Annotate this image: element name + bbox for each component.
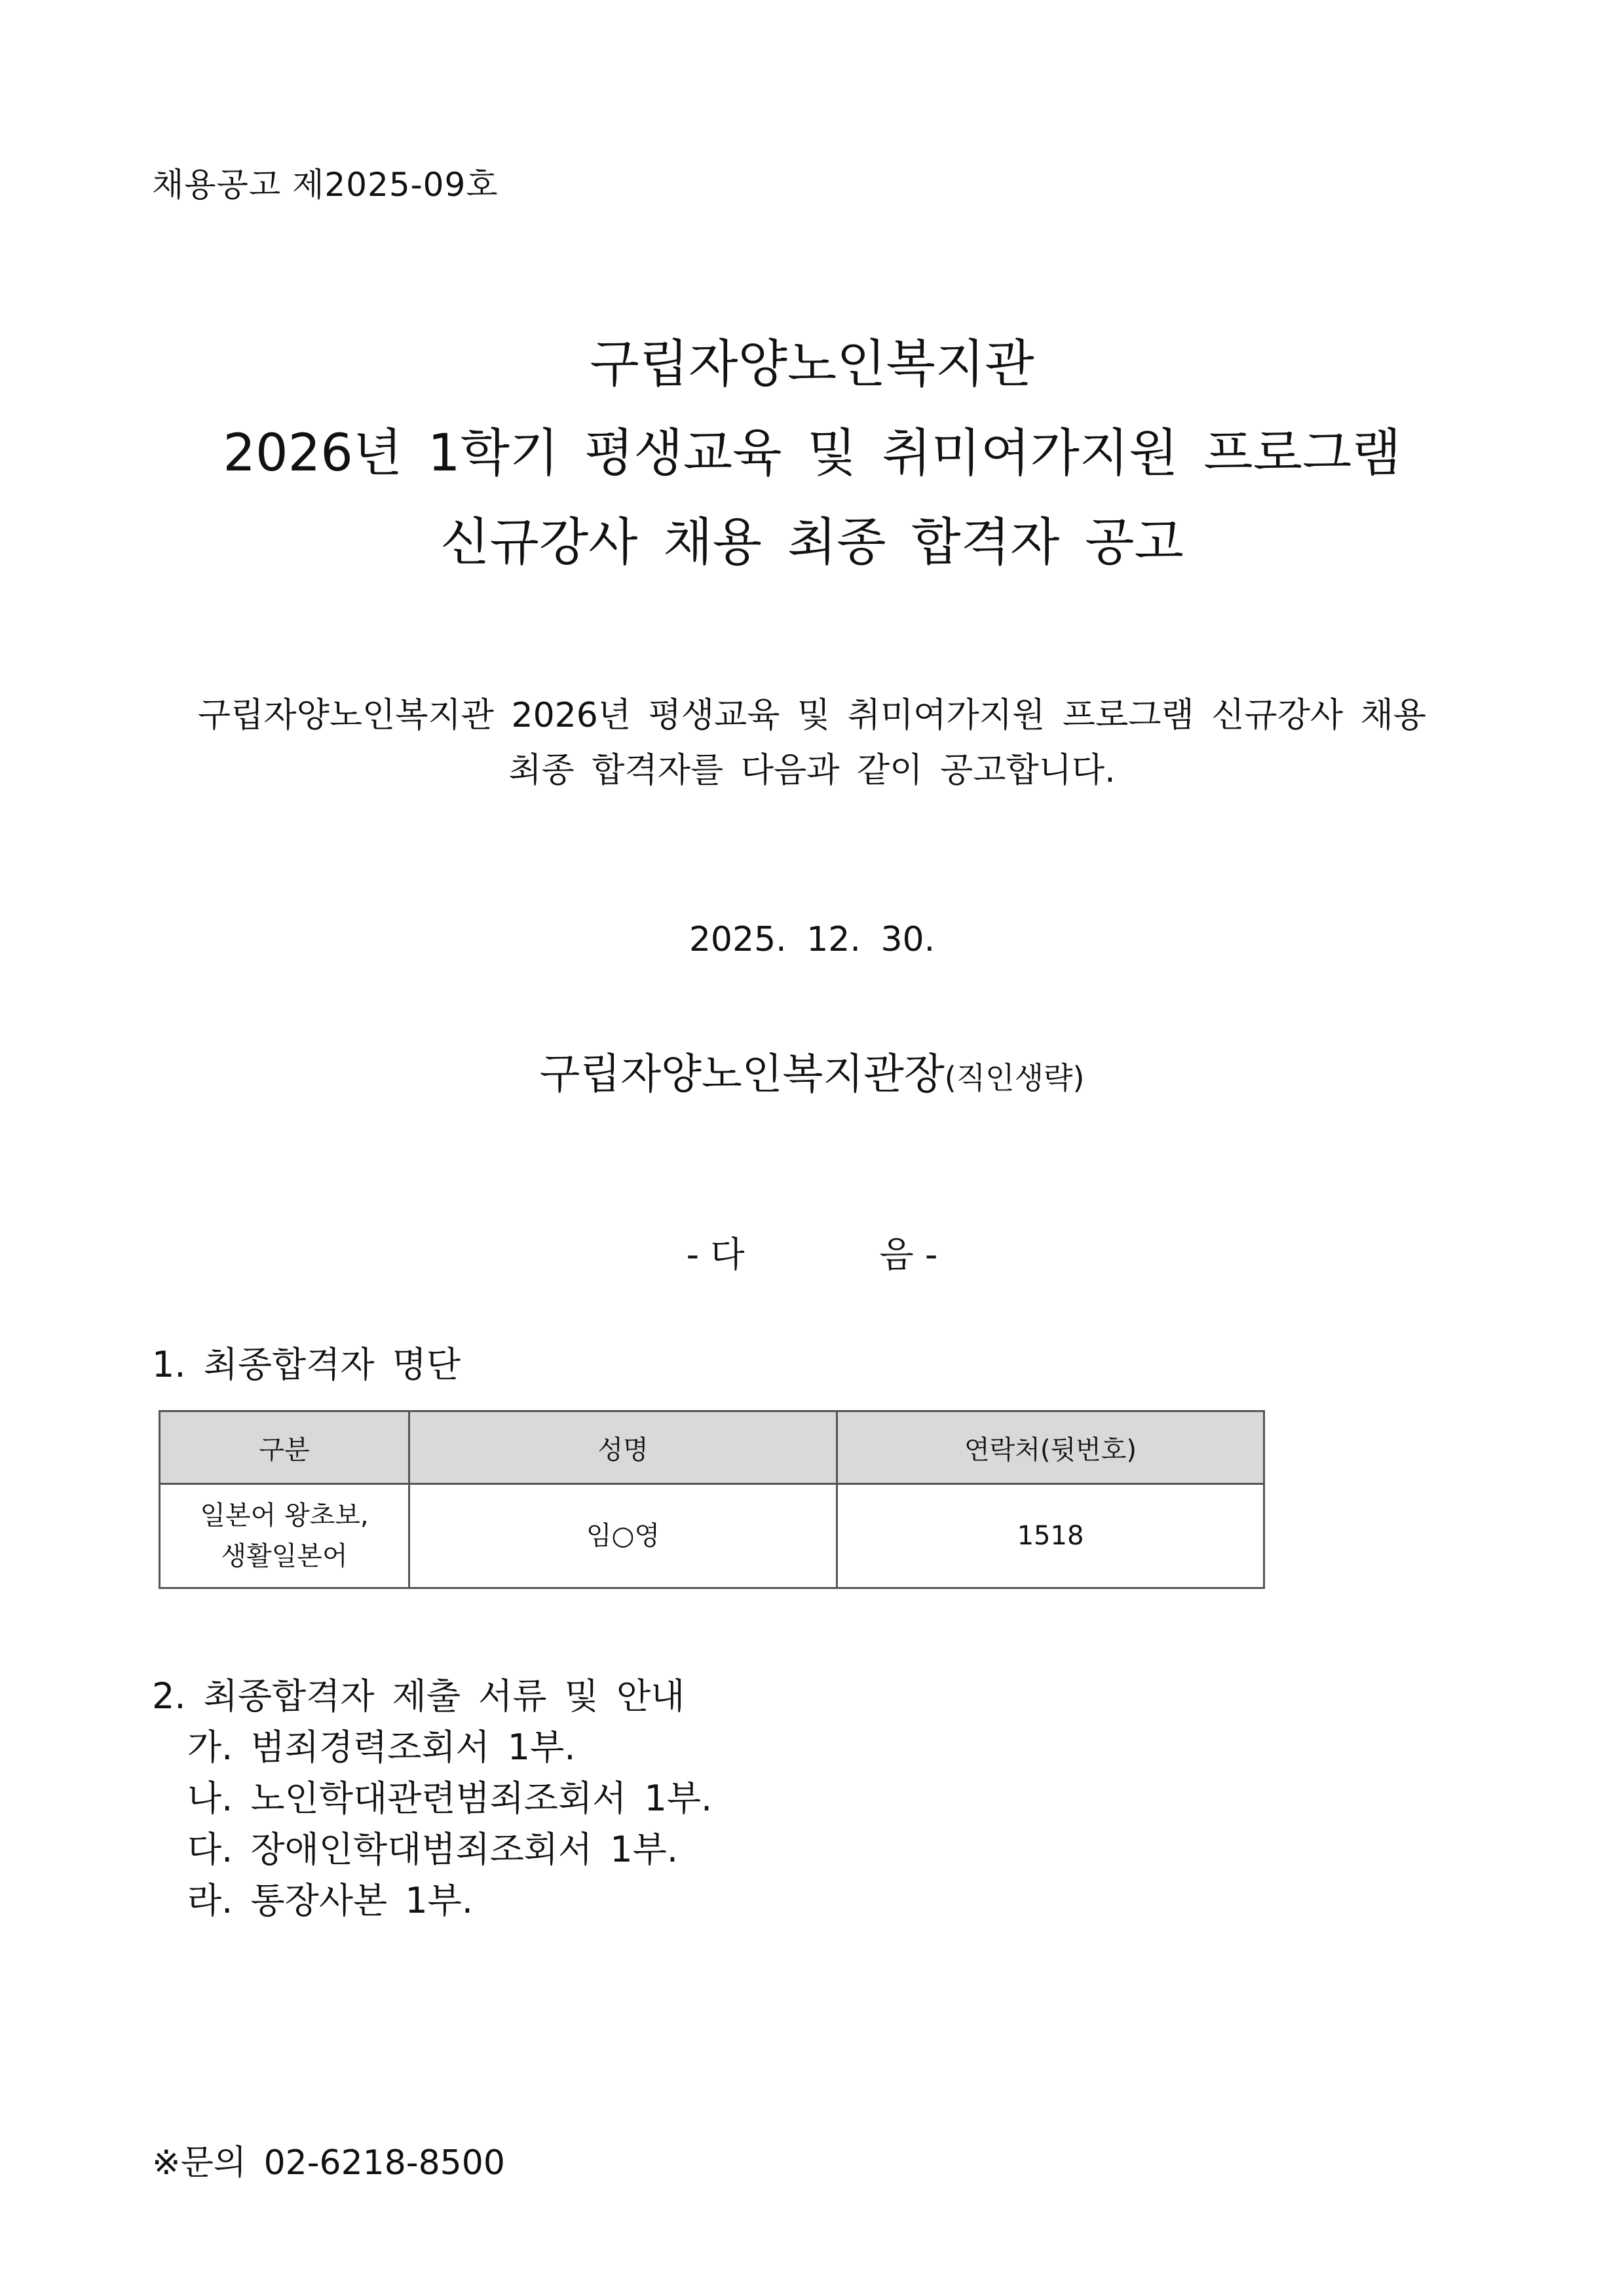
intro-line-2: 최종 합격자를 다음과 같이 공고합니다. <box>508 751 1116 790</box>
following-heading <box>0 1227 1624 1277</box>
signer <box>0 1041 1624 1101</box>
cell-contact: 1518 <box>837 1484 1264 1588</box>
intro-paragraph <box>0 688 1624 798</box>
list-item: 라. 통장사본 1부. <box>187 1880 474 1921</box>
list-item: 나. 노인학대관련범죄조회서 1부. <box>187 1778 713 1819</box>
list-item: 다. 장애인학대범죄조회서 1부. <box>187 1829 678 1870</box>
required-documents-list <box>187 1722 712 1926</box>
cell-name: 임○영 <box>409 1484 837 1588</box>
header-contact: 연락처(뒷번호) <box>837 1411 1264 1484</box>
announcement-date: 2025. 12. 30. <box>689 920 935 959</box>
section-1-title: 1. 최종합격자 명단 <box>152 1344 461 1385</box>
final-candidates-table <box>159 1410 1263 1589</box>
title-line-announcement: 신규강사 채용 최종 합격자 공고 <box>440 513 1184 572</box>
cell-category-line-2: 생활일본어 <box>221 1541 348 1571</box>
section-2-title: 2. 최종합격자 제출 서류 및 안내 <box>152 1675 685 1717</box>
cell-category-line-1: 일본어 왕초보, <box>200 1501 369 1531</box>
notice-number: 채용공고 제2025-09호 <box>152 166 499 204</box>
inquiry-contact: ※문의 02-6218-8500 <box>152 2143 505 2183</box>
following-heading-left: - 다 <box>686 1234 745 1275</box>
cell-category <box>160 1484 409 1588</box>
table-header-row <box>160 1411 1264 1484</box>
document-title <box>0 320 1624 587</box>
table-row <box>160 1484 1264 1588</box>
list-item: 가. 범죄경력조회서 1부. <box>187 1727 576 1768</box>
seal-omitted-note: (직인생략) <box>944 1060 1085 1096</box>
title-line-organization: 구립자양노인복지관 <box>590 335 1034 394</box>
following-heading-right: 음 - <box>879 1234 938 1275</box>
intro-line-1: 구립자양노인복지관 2026년 평생교육 및 취미여가지원 프로그램 신규강사 채용 <box>197 696 1427 735</box>
signer-name: 구립자양노인복지관장 <box>539 1050 945 1099</box>
header-category: 구분 <box>160 1411 409 1484</box>
header-name: 성명 <box>409 1411 837 1484</box>
title-line-program: 2026년 1학기 평생교육 및 취미여가지원 프로그램 <box>223 424 1401 483</box>
